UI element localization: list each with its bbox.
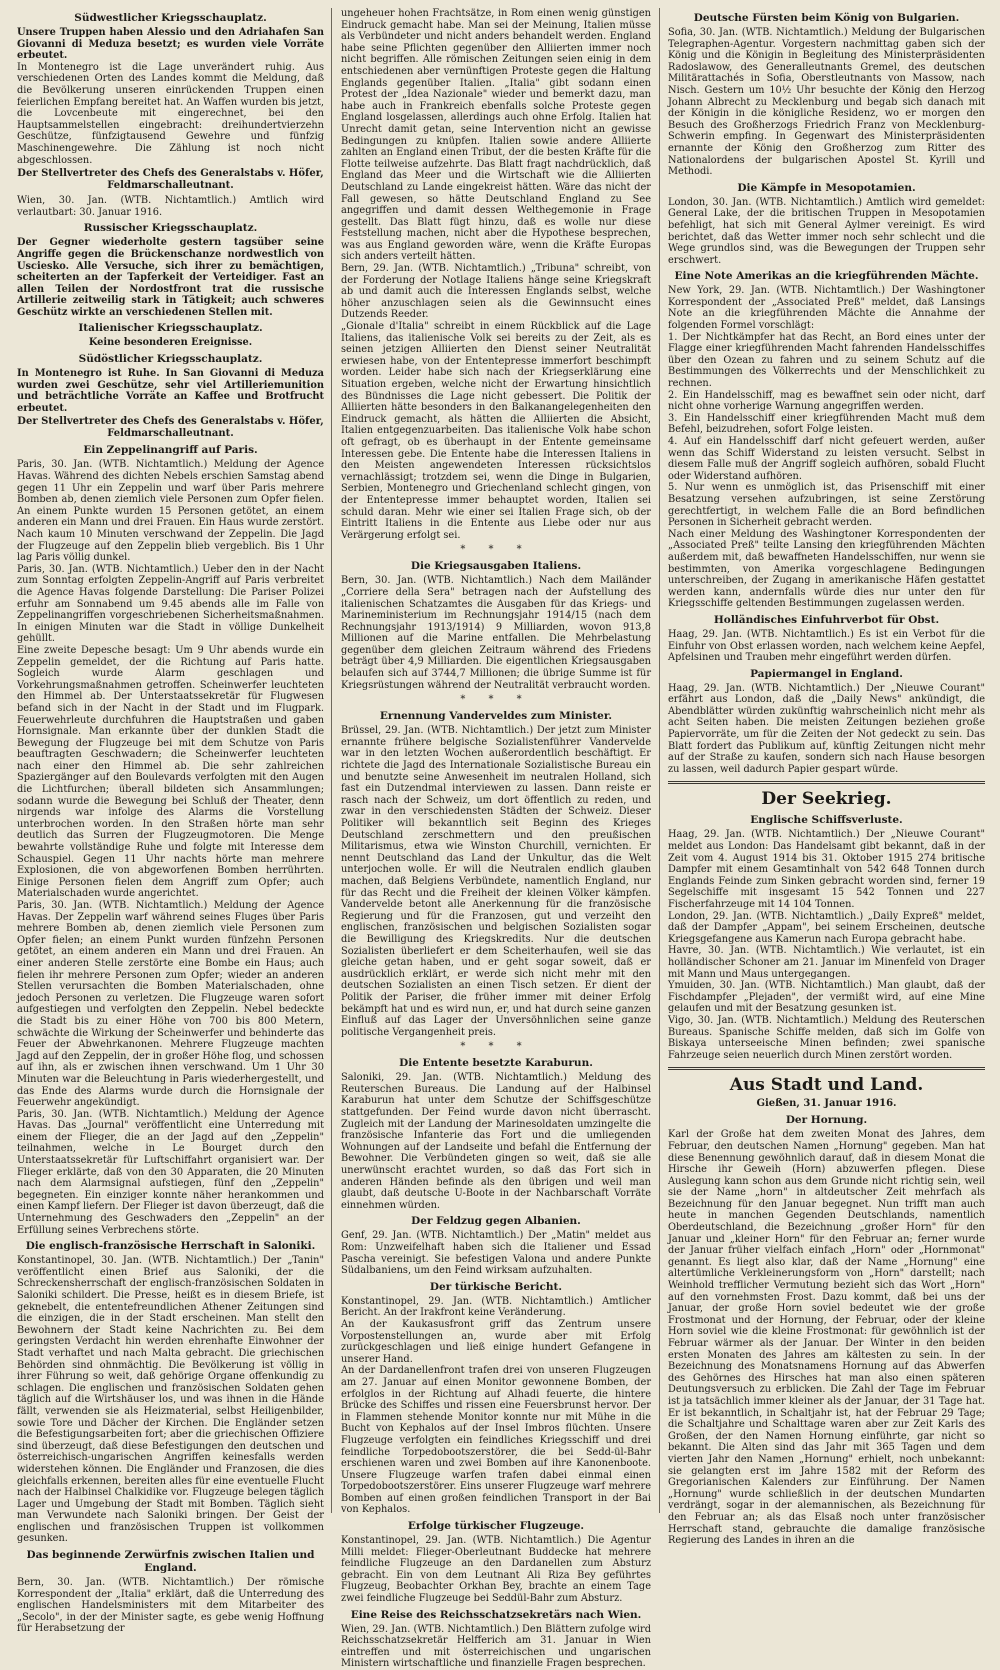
heading-mesopotamien: Die Kämpfe in Mesopotamien. [737,181,916,194]
heading-saloniki: Die englisch-französische Herrschaft in Saloniki. [25,1240,316,1253]
column-rule [331,8,332,1513]
heading-amerika: Eine Note Amerikas an die kriegführenden Mächte. [674,270,979,283]
heading-ital: Italienischer Kriegsschauplatz. [78,322,263,335]
heading-vandervelde: Ernennung Vanderveldes zum Minister. [379,710,613,723]
heading-albanien: Der Feldzug gegen Albanien. [411,1215,581,1228]
heading-zeppelin: Ein Zeppelinangriff auf Paris. [83,444,258,457]
paragraph: An der Dardanellenfront trafen drei von unseren Flugzeugen am 27. Januar auf einen Monitor gewonnene Bomben, der erfolglos in der Richtung auf Alhadi feuerte, die hintere Brücke des Schiffes und rissen eine Feuersbrunst hervor. Der in Flammen stehende Monitor konnte nur mit Mühe in die Bucht von Kephalos auf der Insel Imbros flüchten. Unsere Flugzeuge verfolgten ein feindliches Kriegsschiff und drei feindliche Torpedobootszerstörer, die bei Sedd-ül-Bahr erschienen waren und zwei Bomben auf ihre Kanonenboote. Unsere Flugzeuge warfen trafen dabei einmal einen Torpedobootszerstörer. Eins unserer Flugzeuge warf mehrere Bomben auf einen großen feindlichen Transport in der Bai von Kephalos. [341,1365,651,1516]
paragraph: 2. Ein Handelsschiff, mag es bewaffnet sein oder nicht, darf nicht ohne vorherige Warnung angegriffen werden. [668,389,985,413]
paragraph: Paris, 30. Jan. (WTB. Nichtamtlich.) Meldung der Agence Havas. Während des dichten Nebels erschien Samstag abend gegen 11 Uhr ein Zeppelin und warf über Paris mehrere Bomben ab, denen ziemlich viele Personen zum Opfer fielen. An einem Punkte wurden 15 Personen getötet, an einem anderen ein Mann und drei Frauen. Ein Haus wurde zerstört. Nach kaum 10 Minuten verschwand der Zeppelin. Die Jagd der Flugzeuge auf den Zeppelin blieb vergeblich. Bis 1 Uhr lag Paris völlig dunkel. [17,459,324,564]
column-rule [659,8,660,1513]
paragraph: Unsere Truppen haben Alessio und den Adriahafen San Giovanni di Meduza besetzt; es wurden viele Vorräte erbeutet. [17,27,324,62]
paragraph: Wien, 29. Jan. (WTB. Nichtamtlich.) Den Blättern zufolge wird Reichsschatzsekretär Helfferich am 31. Januar in Wien eintreffen und mit österreichischen und ungarischen Ministern wirtschaftliche und finanzielle Fragen besprechen. [341,1623,651,1670]
heading-flugzeuge: Erfolge türkischer Flugzeuge. [407,1520,585,1533]
paragraph: An der Kaukasusfront griff das Zentrum unsere Vorpostenstellungen an, wurde aber mit Erfolg zurückgeschlagen und ließ einige hundert Gefangene in unserer Hand. [341,1318,651,1365]
heading-zerwuerfnis: Das beginnende Zerwürfnis zwischen Italien und England. [26,1549,315,1575]
paragraph: Haag, 29. Jan. (WTB. Nichtamtlich.) Es ist ein Verbot für die Einfuhr von Obst erlassen worden, nach welchem keine Aepfel, Apfelsinen und Trauben mehr eingeführt werden dürfen. [668,628,985,664]
paragraph: In Montenegro ist Ruhe. In San Giovanni di Meduza wurden zwei Geschütze, sehr viel Artilleriemunition und beträchtliche Vorräte an Kaffee und Brotfrucht erbeutet. [17,368,324,414]
paragraph: Paris, 30. Jan. (WTB. Nichtamtlich.) Meldung der Agence Havas. Das „Journal" veröffentlicht eine Unterredung mit einem der Flieger, die an der Jagd auf den „Zeppelin" teilnahmen, welche in Le Bourget durch den Unterstaatssekretär für Luftschiffahrt organisiert war. Der Flieger erklärte, daß von den 30 Apparaten, die 20 Minuten nach dem Alarmsignal aufstiegen, fünf den „Zeppelin" begegneten. Ein einziger konnte näher herankommen und einen Kampf liefern. Der Flieger ist davon überzeugt, daß die Unternehmung des Geschwaders den „Zeppelin" an der Erfüllung seines Verbrechens störte. [17,1108,324,1236]
signature-line: Der Stellvertreter des Chefs des Generalstabs v. Höfer, Feldmarschalleutnant. [17,416,324,440]
column-right [664,8,989,1547]
paragraph: Ymuiden, 30. Jan. (WTB. Nichtamtlich.) Man glaubt, daß der Fischdampfer „Plejaden", der vermißt wird, auf eine Mine gelaufen und mit der Besatzung gesunken ist. [668,980,985,1015]
paragraph: 4. Auf ein Handelsschiff darf nicht gefeuert werden, außer wenn das Schiff Widerstand zu leisten versucht. Selbst in diesem Falle muß der Angriff sogleich aufhören, sobald Flucht oder Widerstand aufhören. [668,436,985,482]
paragraph: Saloniki, 29. Jan. (WTB. Nichtamtlich.) Meldung des Reuterschen Bureaus. Die Landung auf der Halbinsel Karaburun hat unter dem Schutze der Schiffsgeschütze stattgefunden. Der Feind wurde davon nicht überrascht. Zugleich mit der Landung der Marinesoldaten umzingelte die französische Infanterie das Fort und die umliegenden Wohnungen auf der Landseite und befahl die Entfernung der Bewohner. Die Verbündeten gingen so weit, daß sie alle unerwünscht erachtet wurden, so daß das Fort sich in anderen Händen befinde als den übrigen und weil man glaubt, daß deutsche U-Boote in der Nachbarschaft Vorräte einnehmen würden. [341,1072,651,1211]
heading-suedost: Südöstlicher Kriegsschauplatz. [78,353,263,366]
heading-russ: Russischer Kriegsschauplatz. [83,222,258,235]
paragraph: Haag, 29. Jan. (WTB. Nichtamtlich.) Der „Nieuwe Courant" meldet aus London: Das Handelsamt gibt bekannt, daß in der Zeit vom 4. August 1914 bis 31. Oktober 1915 274 britische Dampfer mit einem Gesamtinhalt von 542 648 Tonnen durch Englands Feinde zum Sinken gebracht worden sind, ferner 19 Segelschiffe mit insgesamt 15 542 Tonnen und 227 Fischerfahrzeuge mit 14 104 Tonnen. [668,829,985,910]
heading-reise: Eine Reise des Reichsschatzsekretärs nach Wien. [350,1608,642,1621]
paragraph: New York, 29. Jan. (WTB. Nichtamtlich.) Der Washingtoner Korrespondent der „Associated Preß" meldet, daß Lansings Note an die kriegführenden Mächte die Annahme der folgenden Formel vorschlägt: [668,285,985,332]
section-rule [668,781,985,784]
heading-fuersten: Deutsche Fürsten beim König von Bulgarien. [693,12,960,24]
paragraph: Sofia, 30. Jan. (WTB. Nichtamtlich.) Meldung der Bulgarischen Telegraphen-Agentur. Vorgestern nachmittag gaben sich der König und die Königin in Begleitung des Ministerpräsidenten Radoslawow, des Generalleutnants Gremel, des deutschen Militärattachés in Sofia, Oberstleutnants von Massow, nach Nisch. Gestern um 10½ Uhr besuchte der König den Herzog Johann Albrecht zu Mecklenburg und begab sich danach mit der Königin in die königliche Residenz, wo er morgen den Besuch des Großherzogs Friedrich Franz von Mecklenburg-Schwerin empfing. In Gegenwart des Ministerpräsidenten ernannte der König den Großherzog zum Ritter des Nationalordens der bulgarischen Apostel St. Kyrill und Methodi. [668,27,985,178]
paragraph: Konstantinopel, 29. Jan. (WTB. Nichtamtlich.) Amtlicher Bericht. An der Irakfront keine Veränderung. [341,1295,651,1319]
signature-line: Der Stellvertreter des Chefs des Generalstabs v. Höfer, Feldmarschalleutnant. [17,168,324,192]
heading-hornung: Der Hornung. [785,1114,868,1127]
paragraph: „Gionale d'Italia" schreibt in einem Rückblick auf die Lage Italiens, das italienische Volk sei bereits zu der Zeit, als es seinen jetzigen Alliierten den Dienst seiner Neutralität erwiesen habe, von der Ententepresse immerfort beschimpft worden. Leider habe sich nach der Kriegserklärung eine Situation ergeben, welche nicht der Erwartung hinsichtlich des Bündnisses die Lage nicht gebessert. Die Politik der Alliierten hätte besonders in den Balkanangelegenheiten den Eindruck gemacht, als hätten die Alliierten die Absicht, Italien entgegenzuarbeiten. Das italienische Volk habe schon oft gefragt, ob es überhaupt in der Entente gemeinsame Interessen gebe. Die Entente habe die Interessen Italiens in den Meisten angewendeten Interessen rücksichtslos vernachlässigt; trotzdem sei, wenn die Dinge in Bulgarien, Serbien, Montenegro und Griechenland schlecht gingen, von der Ententepresse immer behauptet worden, Italien sei schuld daran. Mehr wie einer sei Italien Frage sich, ob der Eintritt Italiens in die Entente aus Liebe oder nur aus Verärgerung erfolgt sei. [341,321,651,541]
heading-schiffsverluste: Englische Schiffsverluste. [750,814,903,827]
paragraph: Konstantinopel, 29. Jan. (WTB. Nichtamtlich.) Die Agentur Milli meldet: Flieger-Oberleutnant Buddecke hat mehrere feindliche Flugzeuge an den Dardanellen zum Absturz gebracht. Ein von dem Leutnant Ali Riza Bey geführtes Flugzeug, Beobachter Orkhan Bey, brachte an einem Tage zwei feindliche Flugzeuge bei Seddül-Bahr zum Absturz. [341,1535,651,1605]
paragraph: Vigo, 30. Jan. (WTB. Nichtamtlich.) Meldung des Reuterschen Bureaus. Spanische Schiffe melden, daß sich im Golfe von Biskaya unterseeische Minen befinden; zwei spanische Fahrzeuge seien neuerlich durch Minen zerstört worden. [668,1014,985,1061]
heading-stadt-und-land: Aus Stadt und Land. [729,1075,924,1096]
paragraph: In Montenegro ist die Lage unverändert ruhig. Aus verschiedenen Orten des Landes kommt die Meldung, daß die Bevölkerung unseren einrückenden Truppen einen feierlichen Empfang bereitet hat. An Waffen wurden bis jetzt, die Lovcenbeute mit eingerechnet, bei den Hauptsammelstellen eingebracht: dreihundertvierzehn Geschütze, fünfzigtausend Gewehre und fünfzig Maschinengewehre. Die Zählung ist noch nicht abgeschlossen. [17,61,324,166]
paragraph: Der Gegner wiederholte gestern tagsüber seine Angriffe gegen die Brückenschanze nordwestlich von Usciesko. Alle Versuche, sich ihrer zu bemächtigen, scheiterten an der Tapferkeit der Verteidiger. Fast an allen Teilen der Nordostfront trat die russische Artillerie zeitweilig stark in Tätigkeit; auch schweres Geschütz wirkte an verschiedenen Stellen mit. [17,237,324,318]
heading-karaburun: Die Entente besetzte Karaburun. [399,1057,593,1070]
paragraph: Paris, 30. Jan. (WTB. Nichtamtlich.) Ueber den in der Nacht zum Sonntag erfolgten Zeppelin-Angriff auf Paris verbreitet die Agence Havas folgende Darstellung: Die Pariser Polizei erfuhr am Sonnabend um 9.45 abends alle im Falle von Zeppelinangriffen vorgeschriebenen Sicherheitsmaßnahmen. In einigen Minuten war die Stadt in völlige Dunkelheit gehüllt. [17,563,324,645]
column-middle [337,8,655,1670]
paragraph: Konstantinopel, 30. Jan. (WTB. Nichtamtlich.) Der „Tanin" veröffentlicht einen Brief aus Saloniki, der die Schreckensherrschaft der englisch-französischen Soldaten in Saloniki schildert. Die Presse, heißt es in diesem Briefe, ist geknebelt, die ententefreundlichen Athener Zeitungen sind die einzigen, die in der Stadt erscheinen. Man stellt den Bewohnern der Stadt keine Nachrichten zu. Bei dem geringsten Verdacht hin werden ehrenhafte Einwohner der Stadt verhaftet und nach Malta gebracht. Die griechischen Behörden sind ohnmächtig. Die Bevölkerung ist völlig in ihrer Führung so weit, daß gehörige Organe offenkundig zu schlagen. Die englischen und französischen Soldaten gehen täglich auf die Wirtshäuser los, und was ihnen in die Hände fällt, verwenden sie als Heizmaterial, selbst Heiligenbilder, sowie Tore und Dächer der Kirchen. Die Engländer setzen die Befestigungsarbeiten fort; aber die griechischen Offiziere sind überzeugt, daß diese Befestigungen den deutschen und österreichisch-ungarischen Angriffen keinesfalls werden widerstehen können. Die Engländer und Franzosen, die dies gleichfalls erkennen, bereiten alles für eine eventuelle Flucht nach der Halbinsel Chalkidike vor. Flugzeuge belegen täglich Lager und Umgebung der Stadt mit Bomben. Täglich sieht man Verwundete nach Saloniki bringen. Der Geist der englischen und französischen Truppen ist vollkommen gesunken. [17,1255,324,1545]
paragraph: 1. Der Nichtkämpfer hat das Recht, an Bord eines unter der Flagge einer kriegführenden Macht fahrenden Handelsschiffes über den Ozean zu fahren und zu seinem Schutz auf die Bestimmungen des Völkerrechts und der Menschlichkeit zu rechnen. [668,331,985,390]
paragraph: London, 29. Jan. (WTB. Nichtamtlich.) „Daily Expreß" meldet, daß der Dampfer „Appam", bei seinem Erscheinen, deutsche Kriegsgefangene aus Kamerun nach Europa gebracht habe. [668,910,985,945]
column-left [13,8,328,1635]
paragraph: ungeheuer hohen Frachtsätze, in Rom einen wenig günstigen Eindruck gemacht habe. Man sei der Meinung, Italien müsse als Verbündeter und nicht anders behandelt werden. England habe seine Pflichten gegenüber den Alliierten immer noch nicht begriffen. Alle römischen Zeitungen seien einig in dem entschiedenen aber vernünftigen Proteste gegen die Haltung Englands gegenüber Italien. „Italia" gibt sodann einen Protest der „Idea Nazionale" wieder und bemerkt dazu, man habe auch in Frankreich ebenfalls solche Proteste gegen England losgelassen, allerdings auch ohne Erfolg. Italien hat Unrecht damit getan, seine Intervention nicht an gewisse Bedingungen zu knüpfen. Italien sowie andere Alliierte zahlten an England einen Tribut, der die besten Kräfte für die Flotte teilweise aufzehrte. Das Blatt fragt nachdrücklich, daß England das Meer und die Wirtschaft wie die Alliierten Deutschland zu Lande eingekreist hätten. Wäre das nicht der Fall gewesen, so hätte Deutschland England zu See angegriffen und damit dessen Welthegemonie in Frage gestellt. Das Blatt fügt hinzu, daß es wolle nur diese Feststellung machen, nicht aber die Hypothese besprechen, was aus England geworden wäre, wenn die Kräfte Europas sich anders verteilt hätten. [341,8,651,263]
paragraph: 5. Nur wenn es unmöglich ist, das Prisenschiff mit einer Besatzung versehen aufzubringen, ist seine Zerstörung gerechtfertigt, in welchem Falle die an Bord befindlichen Personen in Sicherheit gebracht werden. [668,482,985,529]
heading-papier: Papiermangel in England. [750,667,903,680]
paragraph: Haag, 29. Jan. (WTB. Nichtamtlich.) Der „Nieuwe Courant" erfährt aus London, daß die „Daily News" ankündigt, die Abendblätter würden zukünftig wahrscheinlich nicht mehr als acht Seiten haben. Die meisten Zeitungen beziehen große Papiervorräte, um für die Zeiten der Not gedeckt zu sein. Das Blatt fordert das Publikum auf, künftig Zeitungen nicht mehr auf der Straße zu kaufen, sondern sich nach Hause besorgen zu lassen, weil dadurch Papier gespart würde. [668,682,985,775]
paragraph: Bern, 29. Jan. (WTB. Nichtamtlich.) „Tribuna" schreibt, von der Forderung der Notlage Italiens hänge seine Kriegskraft ab und damit auch die Interessen Englands selbst, welche höher anzuschlagen seien als die Gewinnsucht eines Dutzends Reeder. [341,263,651,321]
heading-kriegsausgaben: Die Kriegsausgaben Italiens. [410,560,582,573]
paragraph: Nach einer Meldung des Washingtoner Korrespondenten der „Associated Preß" teilte Lansing den kriegführenden Mächten außerdem mit, daß bewaffneten Handelsschiffen, nur wenn sie bestimmten, von Amerika vorgeschlagene Bedingungen unterschreiben, der Zugang in amerikanische Häfen gestattet werden kann, andernfalls würde dies nur unter den für Kriegsschiffe geltenden Bestimmungen zugelassen werden. [668,528,985,610]
paragraph: Havre, 30. Jan. (WTB. Nichtamtlich.) Wie verlautet, ist ein holländischer Schoner am 21. Januar im Minenfeld von Drager mit Mann und Maus untergegangen. [668,945,985,980]
paragraph: Brüssel, 29. Jan. (WTB. Nichtamtlich.) Der jetzt zum Minister ernannte frühere belgische Sozialistenführer Vandervelde war in den letzten Wochen außerordentlich beschäftigt. Er richtete die Jagd des Internationale Sozialistische Bureau ein und benutzte seine Anwesenheit im neutralen Holland, sich fast ein Dutzendmal interviewen zu lassen. Dann reiste er rasch nach der Schweiz, um dort öffentlich zu reden, und zwar in den verschiedensten Städten der Schweiz. Dieser Politiker will bekanntlich seit Beginn des Krieges Deutschland zerschmettern und den preußischen Militarismus, etwa wie Winston Churchill, vernichten. Er nennt Deutschland das Land der Unkultur, das die Welt unterjochen wolle. Er will die Neutralen endlich glauben machen, daß Belgiens Verbündete, namentlich England, nur für das Recht und die Freiheit der kleinen Völker kämpfen. Vandervelde betont alle Anerkennung für die französische Regierung und für die Franzosen, gut und verzeiht den englischen, französischen und belgischen Sozialisten sogar die Bewilligung des Kriegskredits. Nur die deutschen Sozialisten überliefert er dem Scheiterhaufen, weil sie das gleiche getan haben, und er geht sogar soweit, daß er ausdrücklich erklärt, er werde sich nicht mehr mit den deutschen Sozialisten an einen Tisch setzen. Er dient der Politik der Pariser, die früher immer mit deiner Erfolg bekämpft hat und es wird nun, er, und hat durch seine ganzen Einfluß auf das Lager der Unversöhnlichen seine ganze politische Vergangenheit preis. [341,725,651,1038]
paragraph: Wien, 30. Jan. (WTB. Nichtamtlich.) Amtlich wird verlautbart: 30. Januar 1916. [17,195,324,218]
heading-suedwest: Südwestlicher Kriegsschauplatz. [74,12,267,24]
paragraph: Karl der Große hat dem zweiten Monat des Jahres, dem Februar, den deutschen Namen „Hornung" gegeben. Man hat diese Benennung gewöhnlich darauf, daß in diesem Monat die Hirsche ihr Geweih (Horn) abzuwerfen pflegen. Diese Auslegung kann schon aus dem Grunde nicht richtig sein, weil sie der Name „horn" in altdeutscher Zeit mehrfach als Bezeichnung für den Januar begegnet. Nun trifft man auch heute in manchen Gegenden Deutschlands, namentlich Oberdeutschland, die Bezeichnung „großer Horn" für den Januar und „kleiner Horn" für den Februar an; ferner wurde der Januar früher vielfach einfach „Horn" oder „Hornmonat" genannt. Es liegt also klar, daß der Name „Hornung" eine altertümliche Verkleinerungsform von „Horn" darstellt; nach Weinhold trefflicher Vermutung bezieht sich das Wort „Horn" auf den vornehmsten Frost. Dazu kommt, daß bei uns der Januar, der große Horn soviel bedeutet wie der große Frostmonat und der Hornung, der Februar, oder der kleine Horn soviel wie die kleine Frostmonat: für gewöhnlich ist der Februar wärmer als der Januar. Der Winter in den beiden ersten Monaten des Jahres am kältesten zu sein. In der Bezeichnung des Monatsnamens Hornung auf das Abwerfen des Gehörnes des Hirsches hat man also einen späteren Deutungsversuch zu erblicken. Die Zahl der Tage im Februar ist ja tatsächlich immer kleiner als der Januar, der 31 Tage hat. Er ist bekanntlich, in Schaltjahr ist, hat der Februar 29 Tage; die Schaltjahre und Schalttage waren aber zur Zeit Karls des Großen, der den Namen Hornung einführte, gar nicht so bekannt. Die Alten sind das Jahr mit 365 Tagen und dem vierten Jahr den Namen „Hornung" erhielt, noch unbekannt: sie gelangten erst im Jahre 1582 mit der Reform des Gregorianischen Kalenders zur Einführung. Der Namen „Hornung" wurde schließlich in der deutschen Mundarten verdrängt, sogar in der alemannischen, als Bezeichnung für den Februar an; als das Elsaß noch unter französischer Herrschaft stand, gebrauchte die damalige französische Regierung des Landes in ihren an die [668,1129,985,1547]
heading-obst: Holländisches Einfuhrverbot für Obst. [713,613,940,626]
paragraph: Genf, 29. Jan. (WTB. Nichtamtlich.) Der „Matin" meldet aus Rom: Unzweifelhaft haben sich die Italiener und Essad Pascha vereinigt. Sie befestigen Valona und andere Punkte Südalbaniens, um den Feind wirksam aufzuhalten. [341,1230,651,1277]
paragraph: Eine zweite Depesche besagt: Um 9 Uhr abends wurde ein Zeppelin gemeldet, der die Richtung auf Paris hatte. Sogleich wurde Alarm geschlagen und Vorkehrungsmaßnahmen getroffen. Scheinwerfer leuchteten den Himmel ab. Der Unterstaatssekretär für Flugwesen befand sich in der Nacht in der Stadt und im Flugpark. Feuerwehrleute durchfuhren die Hauptstraßen und gaben Hornsignale. Man erkannte über der dunklen Stadt die Bewegung der Flugzeuge bei mit dem Schutze von Paris beauftragten Geschwadern; die Scheinwerfer leuchteten nach einer den Himmel ab. Die sehr zahlreichen Spaziergänger auf den Boulevards verfolgten mit den Augen die Lichtfurchen; überall bildeten sich Ansammlungen; sodann wurde die Bewegung bei Schluß der Theater, denn nirgends war infolge des Alarms die Vorstellung unterbrochen worden. In den Straßen hörte man sehr deutlich das Surren der Flugzeugmotoren. Die Menge bewahrte vollständige Ruhe und folgte mit Interesse dem Schauspiel. Gegen 11 Uhr nachts hörte man mehrere Explosionen, die von abgeworfenen Bomben herrührten. Einige Personen fielen dem Angriff zum Opfer; auch Materialschaden wurde angerichtet. [17,644,324,900]
heading-seekrieg: Der Seekrieg. [761,789,892,810]
paragraph: Paris, 30. Jan. (WTB. Nichtamtlich.) Meldung der Agence Havas. Der Zeppelin warf während seines Fluges über Paris mehrere Bomben ab, denen ziemlich viele Personen zum Opfer fielen; an einem Punkt wurden fünfzehn Personen getötet, an einem anderen ein Mann und drei Frauen. An einer anderen Stelle zerstörte eine Bombe ein Haus; auch fielen ihr mehrere Personen zum Opfer; wieder an anderen Stellen verursachten die Bomben Materialschaden, ohne jedoch Personen zu verletzen. Die Flugzeuge waren sofort aufgestiegen und verfolgten den Zeppelin. Nebel bedeckte die Stadt bis zu einer Höhe von 700 bis 800 Metern, schwächte die Wirkung der Scheinwerfer und behinderte das Feuer der Abwehrkanonen. Mehrere Flugzeuge machten Jagd auf den Zeppelin, der in großer Höhe flog, und schossen auf ihn, als er zwischen ihnen verschwand. Um 1 Uhr 30 Minuten war die Beleuchtung in Paris wiederhergestellt, und das Ende des Alarms wurde durch die Hornsignale der Feuerwehr angekündigt. [17,900,324,1109]
paragraph: 3. Ein Handelsschiff einer kriegführenden Macht muß dem Befehl, beizudrehen, sofort Folge leisten. [668,412,985,436]
separator-stars: * * * [460,1041,532,1053]
heading-tuerkisch: Der türkische Bericht. [429,1280,563,1293]
paragraph: Bern, 30. Jan. (WTB. Nichtamtlich.) Nach dem Mailänder „Corriere della Sera" betragen nach der Aufstellung des italienischen Schatzamtes die Ausgaben für das Kriegs- und Marineministerium im Rechnungsjahr 1914/15 (nach dem Rechnungsjahr 1913/1914) 9 Milliarden, wovon 913,8 Millionen auf die Marine entfallen. Die Mehrbelastung gegenüber dem gleichen Zeitraum während des Friedens beträgt über 4,9 Milliarden. Die eigentlichen Kriegsausgaben belaufen sich auf 3744,7 Millionen; die übrige Summe ist für Kriegsrüstungen während der Neutralität verbraucht worden. [341,575,651,691]
separator-stars: * * * [460,544,532,556]
section-rule [668,1067,985,1070]
paragraph: Keine besonderen Ereignisse. [88,337,253,349]
dateline: Gießen, 31. Januar 1916. [756,1098,897,1110]
paragraph: Bern, 30. Jan. (WTB. Nichtamtlich.) Der römische Korrespondent der „Italia" erklärt, daß die Unterredung des englischen Handelsministers mit dem Mitarbeiter des „Secolo", in der der Minister sagte, es gebe wenig Hoffnung für Herabsetzung der [17,1577,324,1635]
paragraph: London, 30. Jan. (WTB. Nichtamtlich.) Amtlich wird gemeldet: General Lake, der die britischen Truppen in Mesopotamien befehligt, hat sich mit General Aylmer vereinigt. Es wird berichtet, daß das Wetter immer noch sehr schlecht und die Wege grundlos sind, was die Bewegungen der Truppen sehr erschwert. [668,196,985,266]
separator-stars: * * * [460,694,532,706]
